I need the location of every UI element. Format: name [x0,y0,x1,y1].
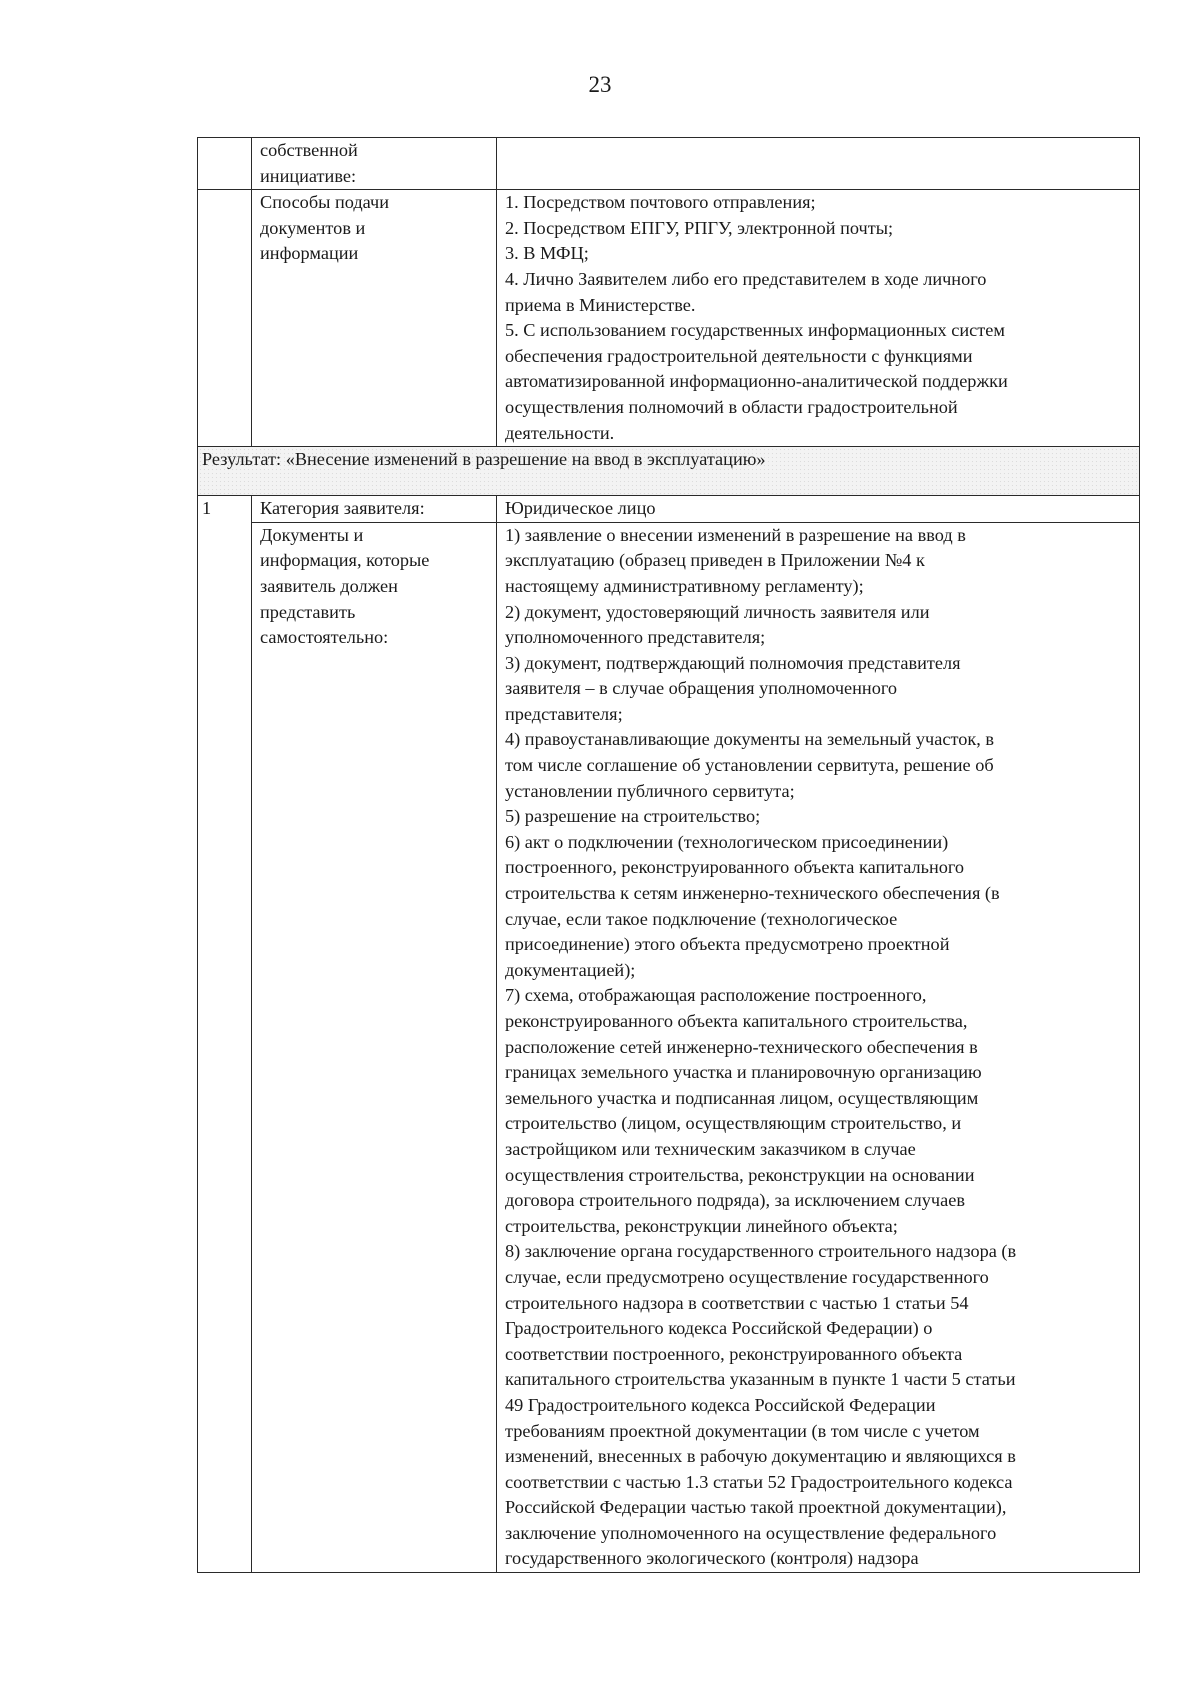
document-line: настоящему административному регламенту); [505,575,864,596]
label-line: представить [260,601,356,622]
document-line: строительства, реконструкции линейного объекта; [505,1215,898,1236]
label-line: инициативе: [260,165,357,186]
document-line: заявителя – в случае обращения уполномоченного [505,678,898,699]
number-cell [198,190,252,447]
label-line: документов и [260,217,366,238]
method-line: автоматизированной информационно-аналитической поддержки [505,371,1008,392]
method-line: 3. В МФЦ; [505,243,589,264]
document-line: 1) заявление о внесении изменений в разрешение на ввод в [505,524,966,545]
document-line: строительства к сетям инженерно-технического обеспечения (в [505,883,1000,904]
section-number: 1 [198,496,252,1573]
document-line: государственного экологического (контроля) надзора [505,1548,919,1569]
document-line: документацией); [505,959,636,980]
document-line: изменений, внесенных в рабочую документацию и являющихся в [505,1446,1016,1467]
own-initiative-value [497,138,1140,190]
document-line: расположение сетей инженерно-технического обеспечения в [505,1036,978,1057]
required-documents-label [252,522,497,1572]
submission-methods-label [252,190,497,447]
document-line: 5) разрешение на строительство; [505,806,761,827]
document-line: договора строительного подряда), за исключением случаев [505,1190,965,1211]
document-line: застройщиком или техническим заказчиком в случае [505,1138,916,1159]
page-number: 23 [588,72,612,97]
document-line: соответствии с частью 1.3 статьи 52 Градостроительного кодекса [505,1471,1013,1492]
document-line: представителя; [505,703,623,724]
document-line: земельного участка и подписанная лицом, осуществляющим [505,1087,979,1108]
method-line: 5. С использованием государственных информационных систем [505,320,1005,341]
document-line: установлении публичного сервитута; [505,780,795,801]
document-line: 7) схема, отображающая расположение построенного, [505,985,927,1006]
method-line: деятельности. [505,422,615,443]
document-line: 4) правоустанавливающие документы на земельный участок, в [505,729,995,750]
required-documents-list [497,522,1140,1572]
document-line: строительство (лицом, осуществляющим строительство, и [505,1113,962,1134]
document-line: заключение уполномоченного на осуществление федерального [505,1522,997,1543]
row-submission-methods [198,190,1140,447]
document-line: соответствии построенного, реконструированного объекта [505,1343,963,1364]
document-line: 3) документ, подтверждающий полномочия представителя [505,652,961,673]
method-line: обеспечения градостроительной деятельности с функциями [505,345,973,366]
method-line: 1. Посредством почтового отправления; [505,192,816,213]
submission-methods-list [497,190,1140,447]
method-line: приема в Министерстве. [505,294,696,315]
label-line: Способы подачи [260,192,390,213]
method-line: 4. Лично Заявителем либо его представителем в ходе личного [505,268,987,289]
label-line: самостоятельно: [260,627,389,648]
label-line: Документы и [260,524,364,545]
document-line: 8) заключение органа государственного строительного надзора (в [505,1241,1017,1262]
applicant-category-value: Юридическое лицо [497,496,1140,523]
row-own-initiative [198,138,1140,190]
document-line: 2) документ, удостоверяющий личность заявителя или [505,601,930,622]
document-line: осуществления строительства, реконструкции на основании [505,1164,975,1185]
document-line: границах земельного участка и планировочную организацию [505,1062,982,1083]
result-row [198,447,1140,496]
document-line: уполномоченного представителя; [505,627,766,648]
document-line: построенного, реконструированного объекта капитального [505,857,965,878]
method-line: 2. Посредством ЕПГУ, РПГУ, электронной почты; [505,217,894,238]
document-line: эксплуатацию (образец приведен в Приложении №4 к [505,550,925,571]
number-cell [198,138,252,190]
applicant-category-label: Категория заявителя: [252,496,497,523]
document-line: том числе соглашение об установлении сервитута, решение об [505,755,994,776]
document-line: случае, если предусмотрено осуществление государственного [505,1266,989,1287]
document-line: 49 Градостроительного кодекса Российской Федерации [505,1394,936,1415]
document-line: присоединение) этого объекта предусмотрено проектной [505,934,950,955]
method-line: осуществления полномочий в области градостроительной [505,396,958,417]
label-line: информация, которые [260,550,430,571]
document-line: строительного надзора в соответствии с частью 1 статьи 54 [505,1292,969,1313]
document-line: случае, если такое подключение (технологическое [505,908,898,929]
procedure-table [197,137,1140,1573]
document-line: Российской Федерации частью такой проектной документации), [505,1497,1007,1518]
label-line: собственной [260,140,358,160]
result-heading: Результат: «Внесение изменений в разрешение на ввод в эксплуатацию» [198,447,1140,496]
document-line: Градостроительного кодекса Российской Федерации) о [505,1318,933,1339]
document-line: реконструированного объекта капитального строительства, [505,1011,968,1031]
document-line: 6) акт о подключении (технологическом присоединении) [505,831,949,852]
document-line: требованиям проектной документации (в том числе с учетом [505,1420,980,1441]
own-initiative-label [252,138,497,190]
row-required-documents [198,522,1140,1572]
label-line: информации [260,243,359,264]
label-line: заявитель должен [260,575,398,596]
row-applicant-category [198,496,1140,523]
document-line: капитального строительства указанным в пункте 1 части 5 статьи [505,1369,1016,1390]
